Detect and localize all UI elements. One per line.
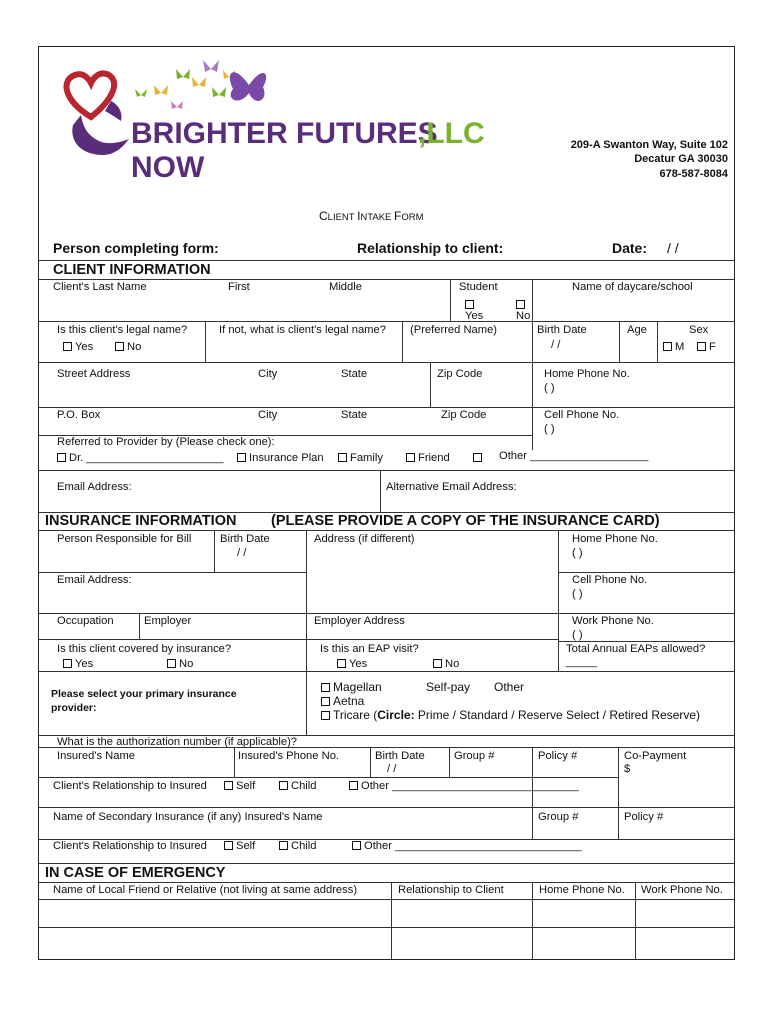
if-not-legal-label: If not, what is client's legal name? (219, 324, 386, 336)
email-label: Email Address: (57, 481, 132, 493)
ref-dr-option[interactable]: Dr. ______________________ (57, 452, 223, 464)
po-box-label: P.O. Box (57, 409, 101, 421)
preferred-name-label: (Preferred Name) (410, 324, 498, 336)
zip-code-label: Zip Code (437, 368, 483, 380)
employer-label: Employer (144, 615, 192, 627)
butterflies-icon (121, 55, 271, 125)
eap-no-option[interactable]: No (433, 658, 459, 670)
policy-label-2: Policy # (624, 811, 664, 823)
auth-number-label: What is the authorization number (if applicable)? (57, 736, 298, 748)
student-yes-label: Yes (465, 310, 484, 322)
group-label: Group # (454, 750, 495, 762)
copay-dollar: $ (624, 763, 631, 775)
home-phone-label: Home Phone No. (544, 368, 630, 380)
birth-date-slashes: / / (551, 339, 561, 351)
client-info-heading: CLIENT INFORMATION (53, 262, 211, 278)
city-label-2: City (258, 409, 278, 421)
work-phone-label: Work Phone No. (572, 615, 654, 627)
daycare-label: Name of daycare/school (572, 281, 693, 293)
insurance-heading: INSURANCE INFORMATION (45, 513, 237, 529)
legal-name-question: Is this client's legal name? (57, 324, 188, 336)
cell-phone-paren: ( ) (544, 423, 555, 435)
insured-birth-slashes: / / (387, 763, 397, 775)
relationship-to-insured-label-2: Client's Relationship to Insured (53, 840, 207, 852)
relationship-label: Relationship to client: (357, 240, 504, 256)
emergency-name-label: Name of Local Friend or Relative (not living at same address) (53, 884, 358, 896)
rel-other-option-2[interactable]: Other ______________________________ (352, 840, 582, 852)
address-if-different-label: Address (if different) (314, 533, 415, 545)
rel-other-option[interactable]: Other ______________________________ (349, 780, 579, 792)
alt-email-label: Alternative Email Address: (386, 481, 517, 493)
ins-home-phone-paren: ( ) (572, 547, 583, 559)
relationship-to-insured-label: Client's Relationship to Insured (53, 780, 207, 792)
ins-email-label: Email Address: (57, 574, 132, 586)
magellan-option[interactable]: Magellan (321, 680, 382, 694)
first-name-label: First (228, 281, 250, 293)
legal-no-option[interactable]: No (115, 341, 141, 353)
work-phone-paren: ( ) (572, 629, 583, 641)
occupation-label: Occupation (57, 615, 114, 627)
ref-insurance-option[interactable]: Insurance Plan (237, 452, 324, 464)
middle-name-label: Middle (329, 281, 362, 293)
covered-question: Is this client covered by insurance? (57, 643, 232, 655)
referred-label: Referred to Provider by (Please check one): (57, 436, 275, 448)
sex-m-option[interactable]: M (663, 341, 684, 353)
selfpay-label: Self-pay (426, 680, 471, 694)
eap-total-label: Total Annual EAPs allowed? (566, 643, 706, 655)
ins-cell-phone-label: Cell Phone No. (572, 574, 648, 586)
insurance-card-note: (PLEASE PROVIDE A COPY OF THE INSURANCE CARD) (271, 513, 660, 529)
address-line2: Decatur GA 30030 (634, 153, 728, 165)
street-address-label: Street Address (57, 368, 131, 380)
date-slashes: / / (667, 240, 679, 256)
ref-other-option[interactable] (473, 452, 485, 464)
sex-f-option[interactable]: F (697, 341, 716, 353)
city-label: City (258, 368, 278, 380)
ins-birth-date-label: Birth Date (220, 533, 270, 545)
rel-self-option[interactable]: Self (224, 780, 255, 792)
emergency-relationship-label: Relationship to Client (398, 884, 504, 896)
secondary-insurance-label: Name of Secondary Insurance (if any) Insured's Name (53, 811, 323, 823)
rel-child-option[interactable]: Child (279, 780, 317, 792)
emergency-heading: IN CASE OF EMERGENCY (45, 865, 226, 881)
responsible-label: Person Responsible for Bill (57, 533, 192, 545)
age-label: Age (627, 324, 647, 336)
eap-total-blank: _____ (566, 656, 598, 668)
student-label: Student (459, 281, 498, 293)
brand-suffix: ,LLC (418, 117, 485, 150)
ref-friend-option[interactable]: Friend (406, 452, 450, 464)
emergency-work-phone-label: Work Phone No. (641, 884, 723, 896)
policy-label: Policy # (538, 750, 578, 762)
state-label: State (341, 368, 368, 380)
insured-birth-date-label: Birth Date (375, 750, 425, 762)
eap-yes-option[interactable]: Yes (337, 658, 367, 670)
primary-insurance-prompt: Please select your primary insurance provider: (51, 688, 237, 714)
brand-logo (51, 55, 485, 184)
ins-cell-phone-paren: ( ) (572, 588, 583, 600)
emergency-home-phone-label: Home Phone No. (539, 884, 625, 896)
address-line1: 209-A Swanton Way, Suite 102 (570, 139, 728, 151)
state-label-2: State (341, 409, 368, 421)
ins-birth-date-slashes: / / (237, 547, 247, 559)
insured-phone-label: Insured's Phone No. (238, 750, 340, 762)
birth-date-label: Birth Date (537, 324, 587, 336)
person-completing-label: Person completing form: (53, 240, 219, 256)
sex-label: Sex (689, 324, 709, 336)
ref-family-option[interactable]: Family (338, 452, 383, 464)
cell-phone-label: Cell Phone No. (544, 409, 620, 421)
eap-question: Is this an EAP visit? (320, 643, 419, 655)
aetna-option[interactable]: Aetna (321, 694, 364, 708)
rel-child-option-2[interactable]: Child (279, 840, 317, 852)
copay-label: Co-Payment (624, 750, 687, 762)
brand-name: BRIGHTER FUTURES NOW (131, 117, 438, 184)
last-name-label: Client's Last Name (53, 281, 147, 293)
other-ins-label: Other (494, 680, 525, 694)
date-label: Date: (612, 240, 648, 256)
ref-other-label: Other ___________________ (499, 450, 649, 462)
form-title: CLIENT INTAKE FORM (319, 209, 424, 223)
employer-address-label: Employer Address (314, 615, 405, 627)
ins-home-phone-label: Home Phone No. (572, 533, 658, 545)
zip-code-label-2: Zip Code (441, 409, 487, 421)
emergency-contact-row-1[interactable] (39, 900, 734, 927)
group-label-2: Group # (538, 811, 579, 823)
emergency-contact-row-2[interactable] (39, 928, 734, 958)
insured-name-label: Insured's Name (57, 750, 135, 762)
intake-form-page (38, 46, 735, 960)
home-phone-paren: ( ) (544, 382, 555, 394)
tricare-option[interactable]: Tricare (Circle: Prime / Standard / Reserve Select / Retired Reserve) (321, 708, 700, 722)
address-phone: 678-587-8084 (659, 168, 728, 180)
legal-yes-option[interactable]: Yes (63, 341, 93, 353)
covered-yes-option[interactable]: Yes (63, 658, 93, 670)
student-no-label: No (516, 310, 531, 322)
rel-self-option-2[interactable]: Self (224, 840, 255, 852)
covered-no-option[interactable]: No (167, 658, 193, 670)
